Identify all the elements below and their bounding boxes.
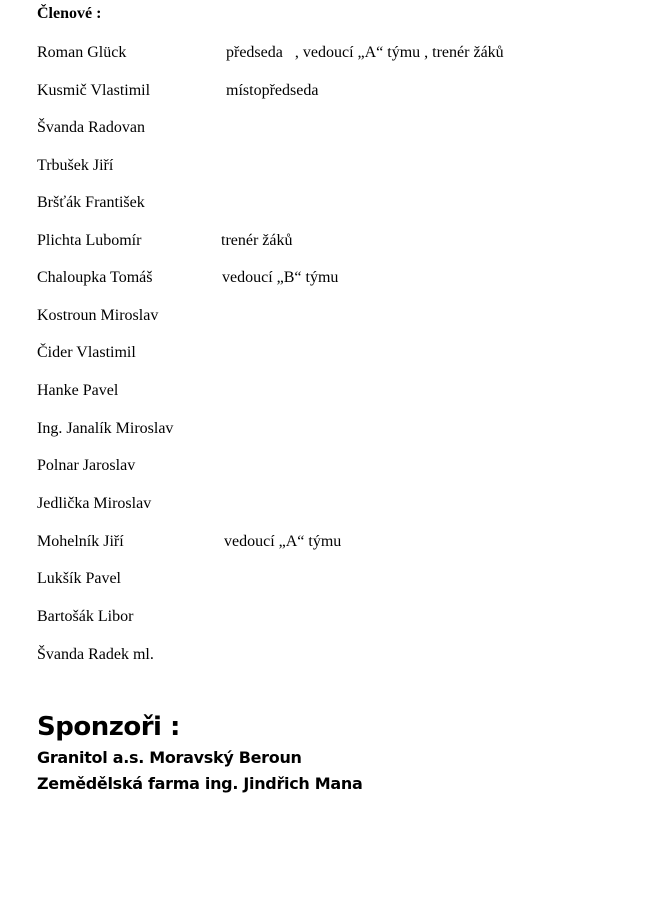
member-row [37,493,152,515]
member-role: trenér žáků [221,232,293,249]
member-row [37,380,119,402]
member-row [37,455,136,477]
member-name: Čider Vlastimil [37,344,136,361]
member-name: Kusmič Vlastimil [37,82,151,99]
member-name: Ing. Janalík Miroslav [37,420,174,437]
member-name: Švanda Radek ml. [37,646,154,663]
member-row [37,305,159,327]
member-row [37,531,342,553]
member-name: Kostroun Miroslav [37,307,159,324]
member-role: vedoucí „A“ týmu [224,533,342,550]
member-name: Hanke Pavel [37,382,119,399]
members-heading: Členové : [37,5,102,22]
member-role: místopředseda [226,82,319,99]
member-row [37,117,145,139]
sponsor-item: Granitol a.s. Moravský Beroun [37,748,302,767]
member-row [37,155,114,177]
sponsors-heading: Sponzoři : [37,712,180,742]
member-name: Jedlička Miroslav [37,495,152,512]
member-name: Roman Glück [37,44,127,61]
member-name: Mohelník Jiří [37,533,124,550]
member-row [37,42,504,64]
member-row [37,606,134,628]
member-row [37,230,293,252]
member-row [37,418,174,440]
member-name: Bartošák Libor [37,608,134,625]
member-name: Polnar Jaroslav [37,457,136,474]
member-name: Švanda Radovan [37,119,145,136]
member-name: Bršťák František [37,194,145,211]
member-name: Trbušek Jiří [37,157,114,174]
sponsor-item: Zemědělská farma ing. Jindřich Mana [37,774,363,793]
member-row [37,80,319,102]
member-name: Lukšík Pavel [37,570,121,587]
member-row [37,192,145,214]
member-row [37,568,121,590]
member-name: Plichta Lubomír [37,232,142,249]
member-role: předseda , vedoucí „A“ týmu , trenér žáků [226,44,504,61]
member-role: vedoucí „B“ týmu [222,269,339,286]
member-row [37,342,136,364]
member-row [37,644,154,666]
member-name: Chaloupka Tomáš [37,269,153,286]
member-row [37,267,339,289]
